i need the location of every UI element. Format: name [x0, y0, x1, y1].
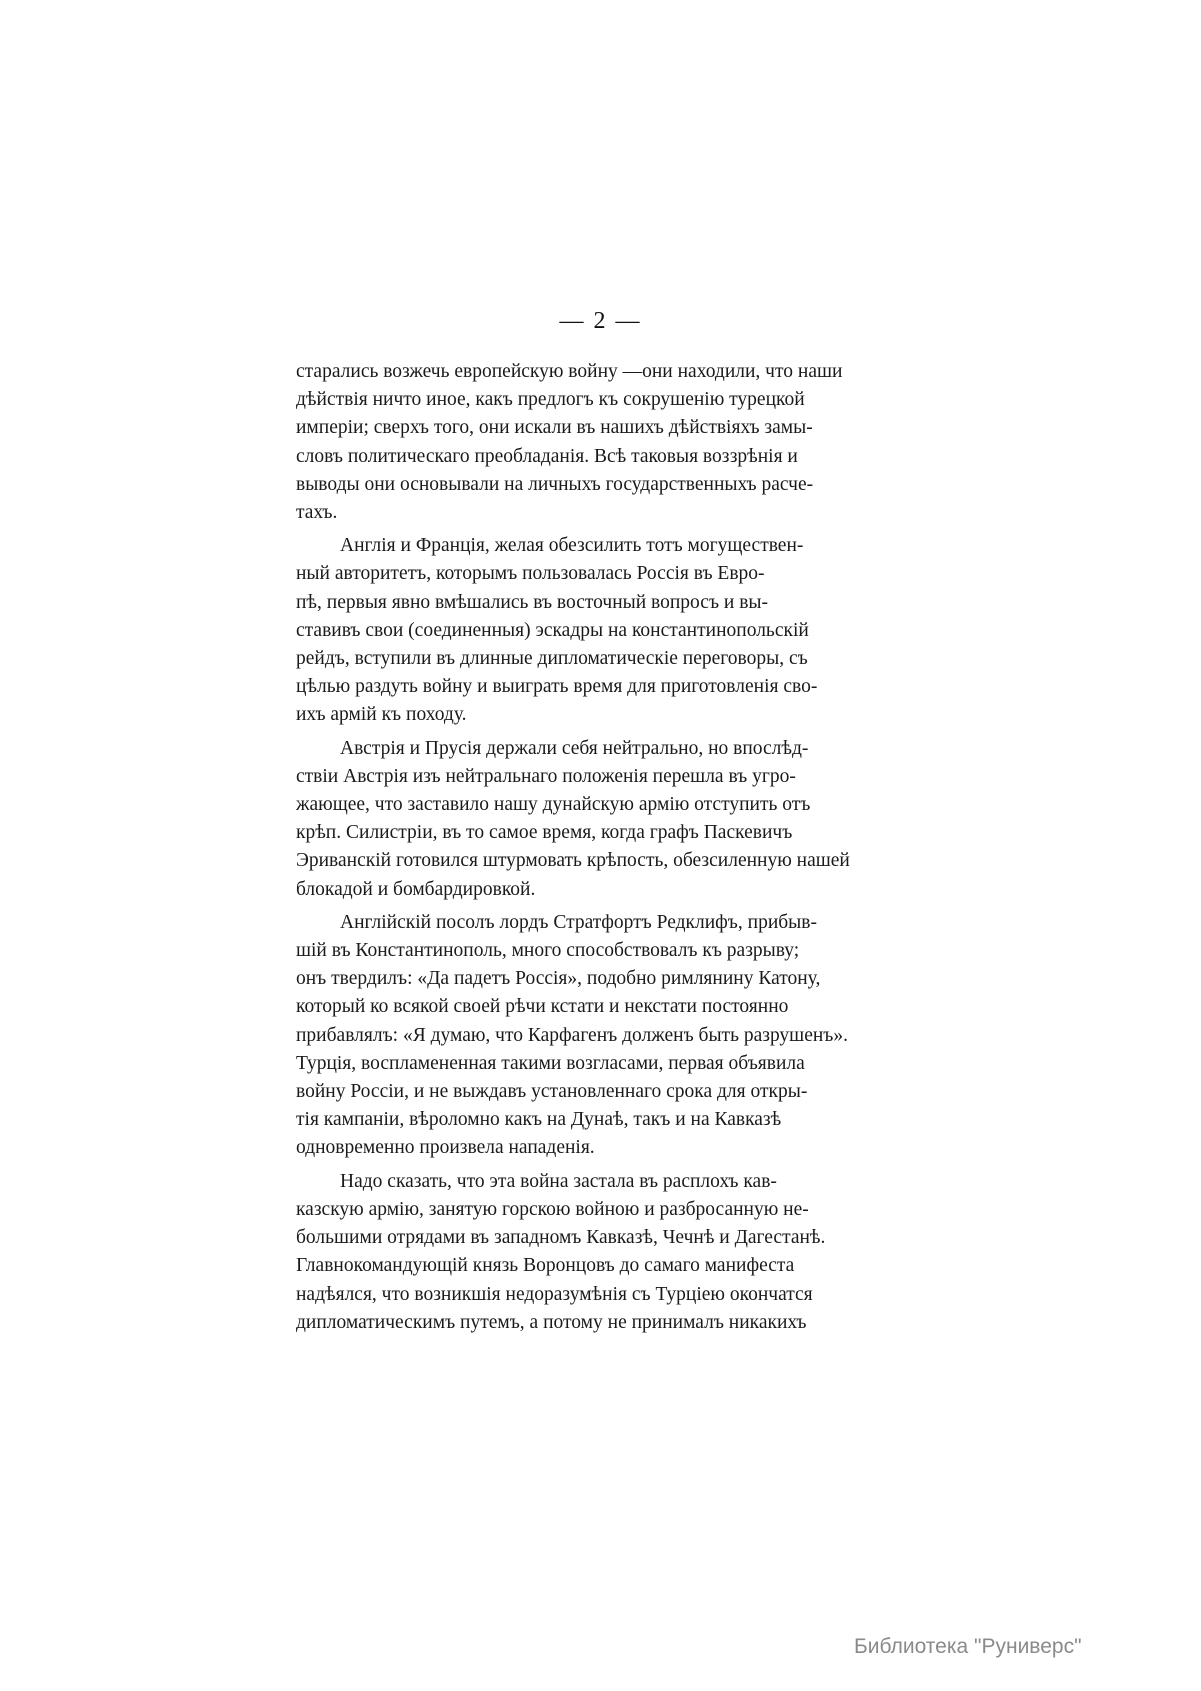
library-watermark: Библиотека "Руниверс"	[854, 1635, 1082, 1658]
page-number: — 2 —	[559, 308, 642, 334]
paragraph: Надо сказать, что эта война застала въ расплохъ кав- казскую армію, занятую горскою войною и разбросанную не- большими отрядами въ западномъ Кавказѣ, Чечнѣ и Дагестанѣ. Главнокомандующій князь Воронцовъ до самаго манифеста надѣялся, что возникшія недоразумѣнія съ Турціею окончатся дипломатическимъ путемъ, а потому не принималъ никакихъ	[296, 1170, 826, 1333]
paragraph: Австрія и Прусія держали себя нейтрально, но впослѣд- ствіи Австрія изъ нейтральнаго положенія перешла въ угро- жающее, что заставило нашу дунайскую армію отступить отъ крѣп. Силистріи, въ то самое время, когда графъ Паскевичъ Эриванскій готовился штурмовать крѣпость, обезсиленную нашей блокадой и бомбардировкой.	[296, 737, 850, 900]
paragraph: Англійскій посолъ лордъ Стратфортъ Редклифъ, прибыв- шій въ Константинополь, много способствовалъ къ разрыву; онъ твердилъ: «Да падетъ Россія», подобно римлянину Катону, который ко всякой своей рѣчи кстати и некстати постоянно прибавлялъ: «Я думаю, что Карфагенъ долженъ быть разрушенъ». Турція, воспламененная такими возгласами, первая объявила войну Россіи, и не выждавъ установленнаго срока для откры- тія кампаніи, вѣроломно какъ на Дунаѣ, такъ и на Кавказѣ одновременно произвела нападенія.	[296, 911, 848, 1159]
paragraph: старались возжечь европейскую войну —они находили, что наши дѣйствія ничто иное, какъ предлогъ къ сокрушенію турецкой имперіи; сверхъ того, они искали въ нашихъ дѣйствіяхъ замы- словъ политическаго преобладанія. Всѣ таковыя воззрѣнія и выводы они основывали на личныхъ государственныхъ расче- тахъ.	[296, 361, 843, 524]
paragraph: Англія и Франція, желая обезсилить тотъ могуществен- ный авторитетъ, которымъ пользовалась Россія въ Евро- пѣ, первыя явно вмѣшались въ восточный вопросъ и вы- ставивъ свои (соединенныя) эскадры на константинопольскій рейдъ, вступили въ длинные дипломатическіе переговоры, съ цѣлью раздуть войну и выиграть время для приготовленія сво- ихъ армій къ походу.	[296, 535, 818, 726]
body-text	[296, 358, 886, 1342]
